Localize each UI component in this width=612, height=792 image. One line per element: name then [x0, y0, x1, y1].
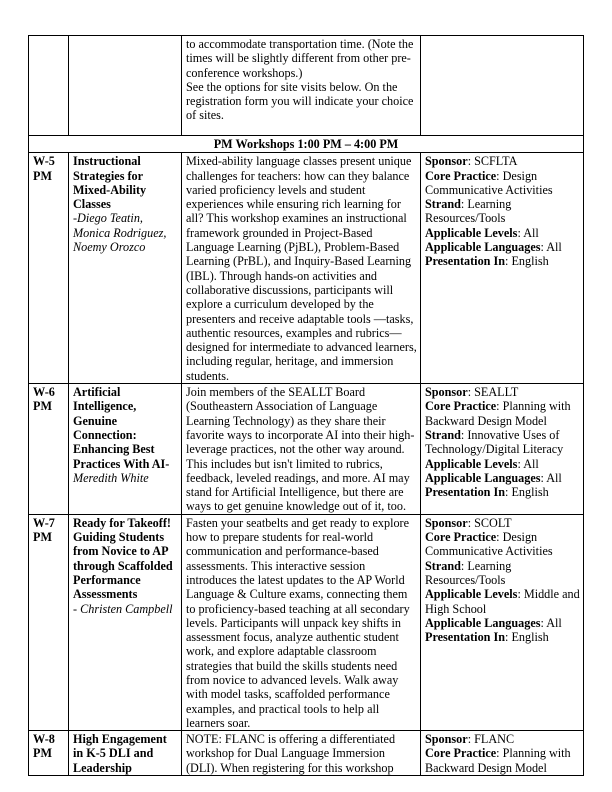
meta-value: : Planning with Backward Design Model	[425, 746, 571, 775]
workshop-row	[29, 153, 584, 384]
workshop-description: NOTE: FLANC is offering a differentiated workshop for Dual Language Immersion (DLI). When registering for this workshop	[182, 731, 421, 776]
meta-line	[425, 485, 580, 499]
meta-key: Strand	[425, 558, 461, 573]
meta-value: : Innovative Uses of Technology/Digital Literacy	[425, 427, 564, 457]
workshop-description: Join members of the SEALLT Board (Southeastern Association of Language Learning Technology) as they share their favorite ways to incorporate AI into their high-leverage practices, not the other way around. This includes but isn't limited to rubrics, feedback, leveled readings, and more. AI may stand for Artificial Intelligence, but there are ways to get genuine knowledge out of it, too.	[182, 384, 421, 515]
workshop-title: Ready for Takeoff! Guiding Students from Novice to AP through Scaffolded Performance Assessments	[73, 515, 173, 602]
workshop-row	[29, 384, 584, 515]
meta-line	[425, 746, 580, 775]
meta-value: : English	[505, 485, 549, 500]
meta-key: Applicable Languages	[425, 470, 541, 485]
meta-key: Sponsor	[425, 515, 468, 530]
meta-line	[425, 559, 580, 588]
meta-key: Presentation In	[425, 630, 506, 645]
workshop-schedule-table	[28, 35, 584, 776]
description-cell: to accommodate transportation time. (Note the times will be slightly different from other pre-conference workshops.) See the options for site visits below. On the registration form you will indicate your choice of sites.	[182, 36, 421, 136]
workshop-meta	[421, 384, 584, 515]
table-row	[29, 36, 584, 136]
meta-value: : Planning with Backward Design Model	[425, 399, 571, 428]
meta-value: : SCFLTA	[467, 154, 518, 169]
meta-line	[425, 240, 580, 254]
meta-value: : All	[540, 615, 562, 630]
section-header-row	[29, 136, 584, 153]
meta-value: : All	[540, 240, 562, 255]
meta-line	[425, 587, 580, 616]
workshop-meta	[421, 153, 584, 384]
meta-key: Applicable Levels	[425, 587, 518, 602]
meta-key: Strand	[425, 427, 461, 442]
title-cell	[69, 36, 182, 136]
meta-key: Applicable Levels	[425, 225, 518, 240]
workshop-description: Mixed-ability language classes present unique challenges for teachers: how can they balance varied proficiency levels and student experiences while ensuring rich learning for all? This workshop examines an instructional framework grounded in Project-Based Language Learning (PjBL), Problem-Based Learning (PrBL), and Inquiry-Based Learning (IBL). Through hands-on activities and collaborative discussions, participants will explore a curriculum developed by the presenters and receive adaptable tools —tasks, authentic resources, examples and rubrics—designed for intermediate to advanced learners, including regular, heritage, and immersion students.	[182, 153, 421, 384]
meta-line	[425, 616, 580, 630]
meta-value: : SCOLT	[467, 515, 512, 530]
code-cell	[29, 36, 69, 136]
meta-value: : All	[517, 225, 539, 240]
meta-key: Presentation In	[425, 254, 506, 269]
meta-line	[425, 471, 580, 485]
document-page	[28, 35, 583, 776]
meta-line	[425, 197, 580, 226]
meta-key: Sponsor	[425, 154, 468, 169]
workshop-code: W-6 PM	[29, 384, 69, 515]
section-header: PM Workshops 1:00 PM – 4:00 PM	[29, 136, 584, 153]
meta-key: Core Practice	[425, 746, 497, 761]
meta-line	[425, 226, 580, 240]
meta-line	[425, 428, 580, 457]
meta-key: Core Practice	[425, 530, 497, 545]
meta-value: : Middle and High School	[425, 587, 580, 616]
meta-value: : Design Communicative Activities	[425, 530, 553, 559]
workshop-presenters: -Diego Teatin, Monica Rodriguez, Noemy Orozco	[73, 211, 167, 255]
workshop-title-cell	[69, 384, 182, 515]
workshop-row	[29, 514, 584, 730]
meta-value: : SEALLT	[467, 385, 519, 400]
workshop-title: Artificial Intelligence, Genuine Connection: Enhancing Best Practices With AI-	[73, 385, 170, 471]
workshop-title-cell	[69, 514, 182, 730]
workshop-title: Instructional Strategies for Mixed-Ability Classes	[73, 154, 147, 212]
meta-line	[425, 457, 580, 471]
meta-key: Presentation In	[425, 485, 506, 500]
meta-value: : Learning Resources/Tools	[425, 197, 512, 226]
meta-value: : All	[540, 470, 562, 485]
workshop-meta	[421, 514, 584, 730]
meta-key: Applicable Languages	[425, 240, 541, 255]
workshop-code: W-7 PM	[29, 514, 69, 730]
meta-line	[425, 254, 580, 268]
meta-value: : FLANC	[467, 732, 515, 747]
meta-line	[425, 154, 580, 168]
meta-cell	[421, 36, 584, 136]
meta-key: Core Practice	[425, 168, 497, 183]
meta-line	[425, 399, 580, 428]
meta-key: Applicable Levels	[425, 456, 518, 471]
workshop-title-cell	[69, 153, 182, 384]
workshop-code: W-5 PM	[29, 153, 69, 384]
meta-value: : Design Communicative Activities	[425, 168, 553, 197]
meta-key: Core Practice	[425, 399, 497, 414]
meta-value: : English	[505, 630, 549, 645]
workshop-presenters: Meredith White	[73, 470, 149, 485]
meta-key: Sponsor	[425, 385, 468, 400]
meta-value: : All	[517, 456, 539, 471]
meta-key: Strand	[425, 197, 461, 212]
workshop-presenters: - Christen Campbell	[73, 601, 173, 616]
meta-key: Applicable Languages	[425, 615, 541, 630]
meta-value: : English	[505, 254, 549, 269]
meta-line	[425, 732, 580, 746]
workshop-title-cell	[69, 731, 182, 776]
meta-line	[425, 630, 580, 644]
meta-line	[425, 530, 580, 559]
meta-line	[425, 516, 580, 530]
meta-value: : Learning Resources/Tools	[425, 558, 512, 587]
meta-key: Sponsor	[425, 732, 468, 747]
workshop-meta	[421, 731, 584, 776]
meta-line	[425, 385, 580, 399]
workshop-description: Fasten your seatbelts and get ready to explore how to prepare students for real-world communication and performance-based assessments. This interactive session introduces the latest updates to the AP World Language & Culture exams, connecting them to proficiency-based teaching at all secondary levels. Participants will unpack key shifts in assessment focus, analyze authentic student work, and explore adaptable classroom strategies that build the skills students need from novice to advanced levels. Walk away with model tasks, scaffolded performance examples, and practical tools to help all learners soar.	[182, 514, 421, 730]
workshop-title: High Engagement in K-5 DLI and Leadership	[73, 732, 167, 775]
meta-line	[425, 169, 580, 198]
workshop-code: W-8 PM	[29, 731, 69, 776]
workshop-row	[29, 731, 584, 776]
